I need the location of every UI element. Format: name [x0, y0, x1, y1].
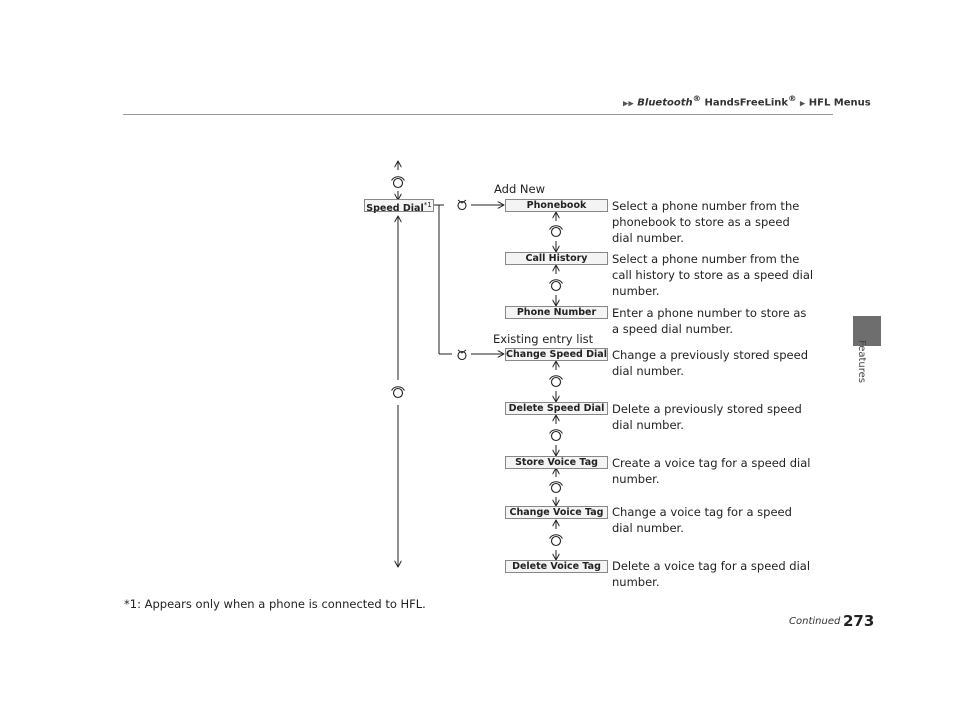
speed-dial-label: Speed Dial — [366, 203, 424, 215]
speed-dial-menu-box — [364, 199, 434, 215]
group-title-existing-list: Existing entry list — [493, 332, 594, 346]
desc-delete-speed-dial: Delete a previously stored speed dial number. — [612, 402, 802, 432]
menu-item-phonebook: Phonebook — [505, 199, 608, 212]
menu-item-call-history: Call History — [505, 252, 608, 265]
page-number: 273 — [843, 612, 875, 630]
speed-dial-footnote-ref: *1 — [423, 201, 432, 209]
breadcrumb-arrow-icon: ▶▶ — [623, 99, 634, 108]
rotate-dial-icon — [392, 161, 405, 200]
breadcrumb-handsfreelink: HandsFreeLink — [700, 97, 789, 109]
menu-item-phone-number: Phone Number — [505, 306, 608, 319]
desc-delete-voice-tag: Delete a voice tag for a speed dial number. — [612, 559, 811, 589]
desc-change-voice-tag: Change a voice tag for a speed dial number. — [612, 505, 792, 535]
desc-call-history: Select a phone number from the call history to store as a speed dial number. — [612, 252, 814, 298]
press-icon — [458, 200, 466, 210]
press-icon — [458, 350, 466, 360]
registered-mark: ® — [692, 93, 701, 103]
menu-item-change-speed-dial: Change Speed Dial — [506, 349, 607, 360]
continued-label: Continued — [789, 616, 841, 627]
breadcrumb-hfl-menus: HFL Menus — [808, 97, 871, 109]
menu-item-change-voice-tag: Change Voice Tag — [505, 506, 608, 519]
desc-store-voice-tag: Create a voice tag for a speed dial number. — [612, 456, 811, 486]
desc-phonebook: Select a phone number from the phonebook to store as a speed dial number. — [612, 199, 800, 245]
breadcrumb-arrow-icon: ▶ — [799, 99, 806, 108]
footnote: *1: Appears only when a phone is connected to HFL. — [124, 597, 426, 611]
menu-item-delete-speed-dial: Delete Speed Dial — [505, 402, 608, 415]
menu-item-delete-voice-tag: Delete Voice Tag — [505, 560, 608, 573]
scroll-list-line — [392, 216, 405, 567]
desc-change-speed-dial: Change a previously stored speed dial number. — [612, 348, 808, 378]
breadcrumb-bluetooth: Bluetooth — [637, 97, 693, 109]
menu-item-store-voice-tag: Store Voice Tag — [505, 456, 608, 469]
section-tab-label: Features — [856, 340, 867, 383]
registered-mark: ® — [788, 93, 797, 103]
group-title-add-new: Add New — [494, 182, 546, 196]
desc-phone-number: Enter a phone number to store as a speed dial number. — [612, 306, 807, 336]
